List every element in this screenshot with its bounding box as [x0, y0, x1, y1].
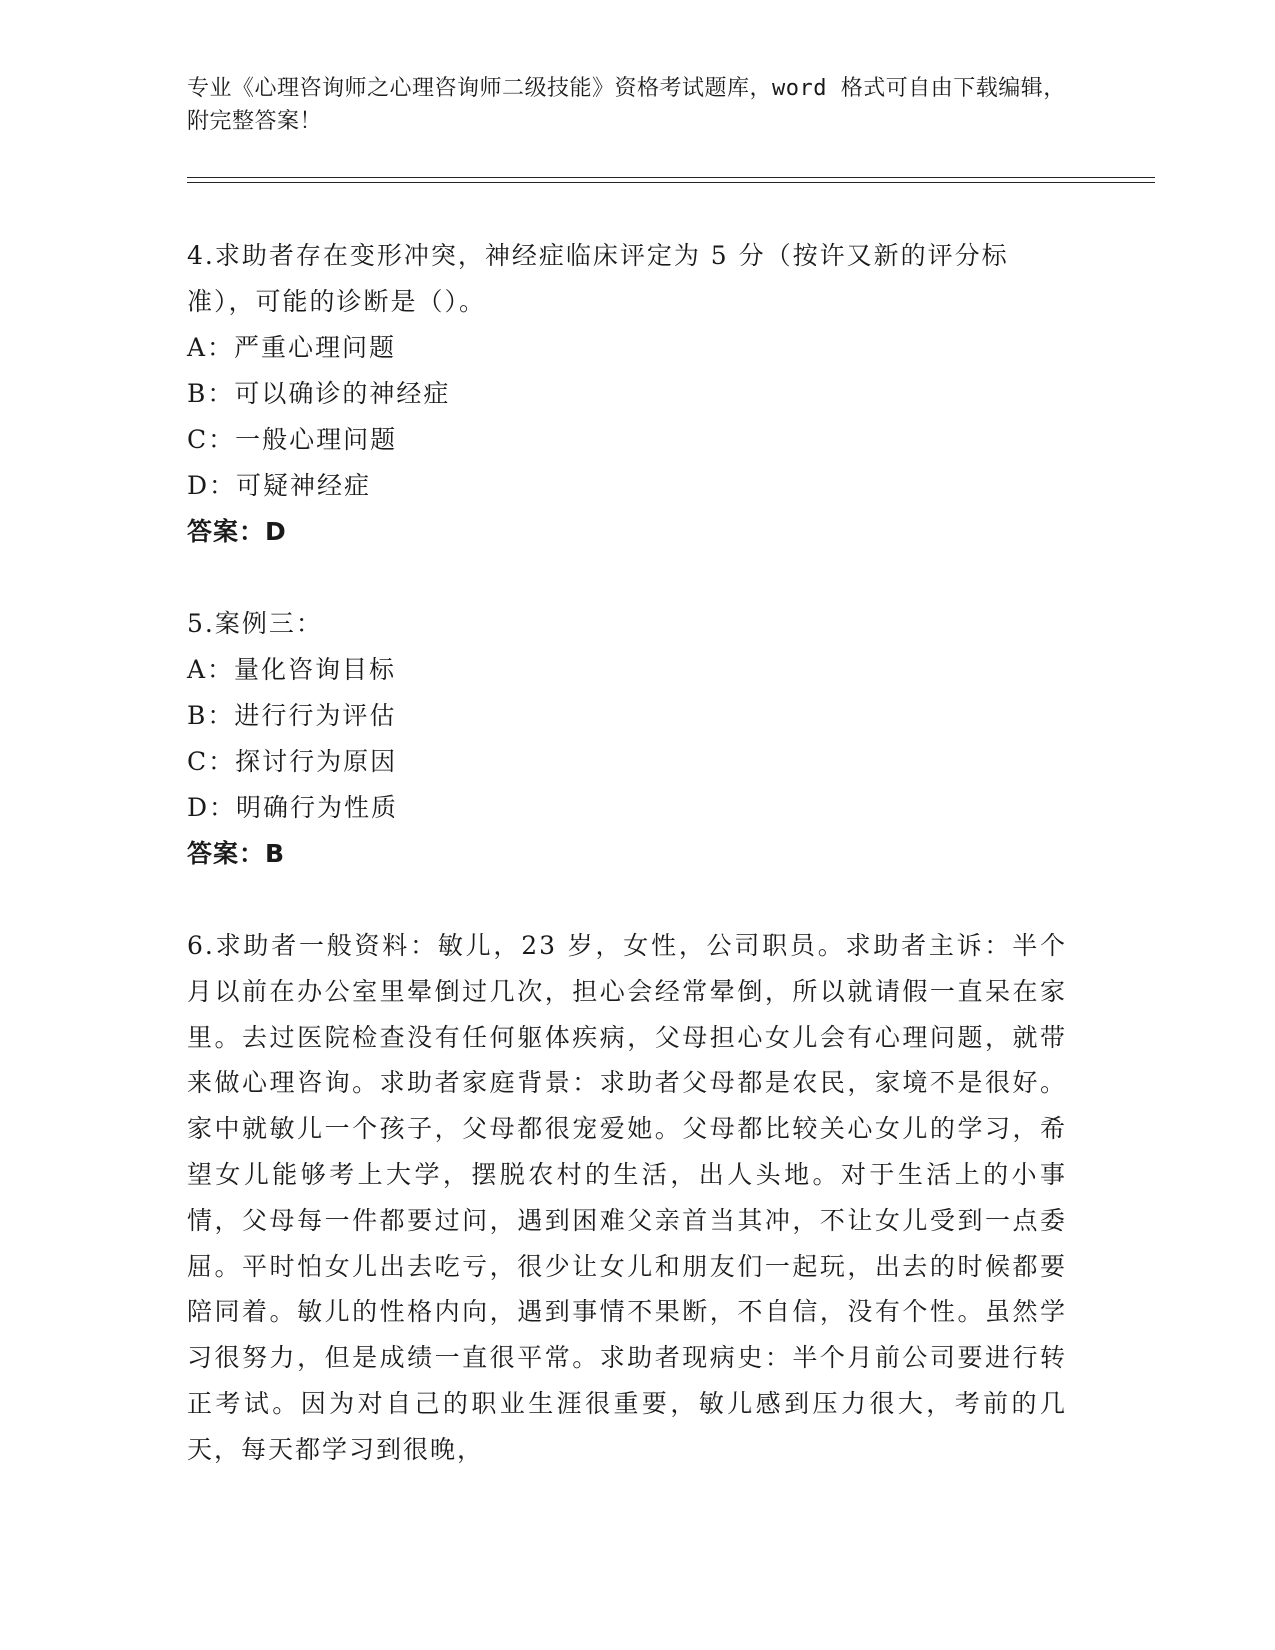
- option-d: D：明确行为性质: [187, 793, 399, 822]
- answer-label: 答案：B: [187, 839, 286, 868]
- header-divider-top: [187, 177, 1155, 178]
- answer-label: 答案：D: [187, 517, 287, 546]
- option-d: D：可疑神经症: [187, 471, 372, 500]
- question-list: [187, 233, 1067, 1473]
- option-a: A：量化咨询目标: [187, 655, 397, 684]
- option-c: C：一般心理问题: [187, 425, 398, 454]
- question-6: [187, 923, 1067, 1473]
- question-5: [187, 601, 1067, 877]
- question-4: [187, 233, 1067, 555]
- option-c: C：探讨行为原因: [187, 747, 398, 776]
- question-stem: 4.求助者存在变形冲突，神经症临床评定为 5 分（按许又新的评分标准），可能的诊断是（）。: [187, 241, 1009, 316]
- document-header: 专业《心理咨询师之心理咨询师二级技能》资格考试题库，word 格式可自由下载编辑，附完整答案！: [187, 76, 1066, 134]
- option-b: B：进行行为评估: [187, 701, 397, 730]
- header-divider-bottom: [187, 182, 1155, 183]
- question-stem: 6.求助者一般资料：敏儿，23 岁，女性，公司职员。求助者主诉：半个月以前在办公室里晕倒过几次，担心会经常晕倒，所以就请假一直呆在家里。去过医院检查没有任何躯体疾病，父母担心女儿会有心理问题，就带来做心理咨询。求助者家庭背景：求助者父母都是农民，家境不是很好。家中就敏儿一个孩子，父母都很宠爱她。父母都比较关心女儿的学习，希望女儿能够考上大学，摆脱农村的生活，出人头地。对于生活上的小事情，父母每一件都要过问，遇到困难父亲首当其冲，不让女儿受到一点委屈。平时怕女儿出去吃亏，很少让女儿和朋友们一起玩，出去的时候都要陪同着。敏儿的性格内向，遇到事情不果断，不自信，没有个性。虽然学习很努力，但是成绩一直很平常。求助者现病史：半个月前公司要进行转正考试。因为对自己的职业生涯很重要，敏儿感到压力很大，考前的几天，每天都学习到很晚，: [187, 931, 1067, 1464]
- question-spacer: [187, 877, 1067, 923]
- question-spacer: [187, 555, 1067, 601]
- option-a: A：严重心理问题: [187, 333, 397, 362]
- option-b: B：可以确诊的神经症: [187, 379, 451, 408]
- question-stem: 5.案例三：: [187, 609, 323, 638]
